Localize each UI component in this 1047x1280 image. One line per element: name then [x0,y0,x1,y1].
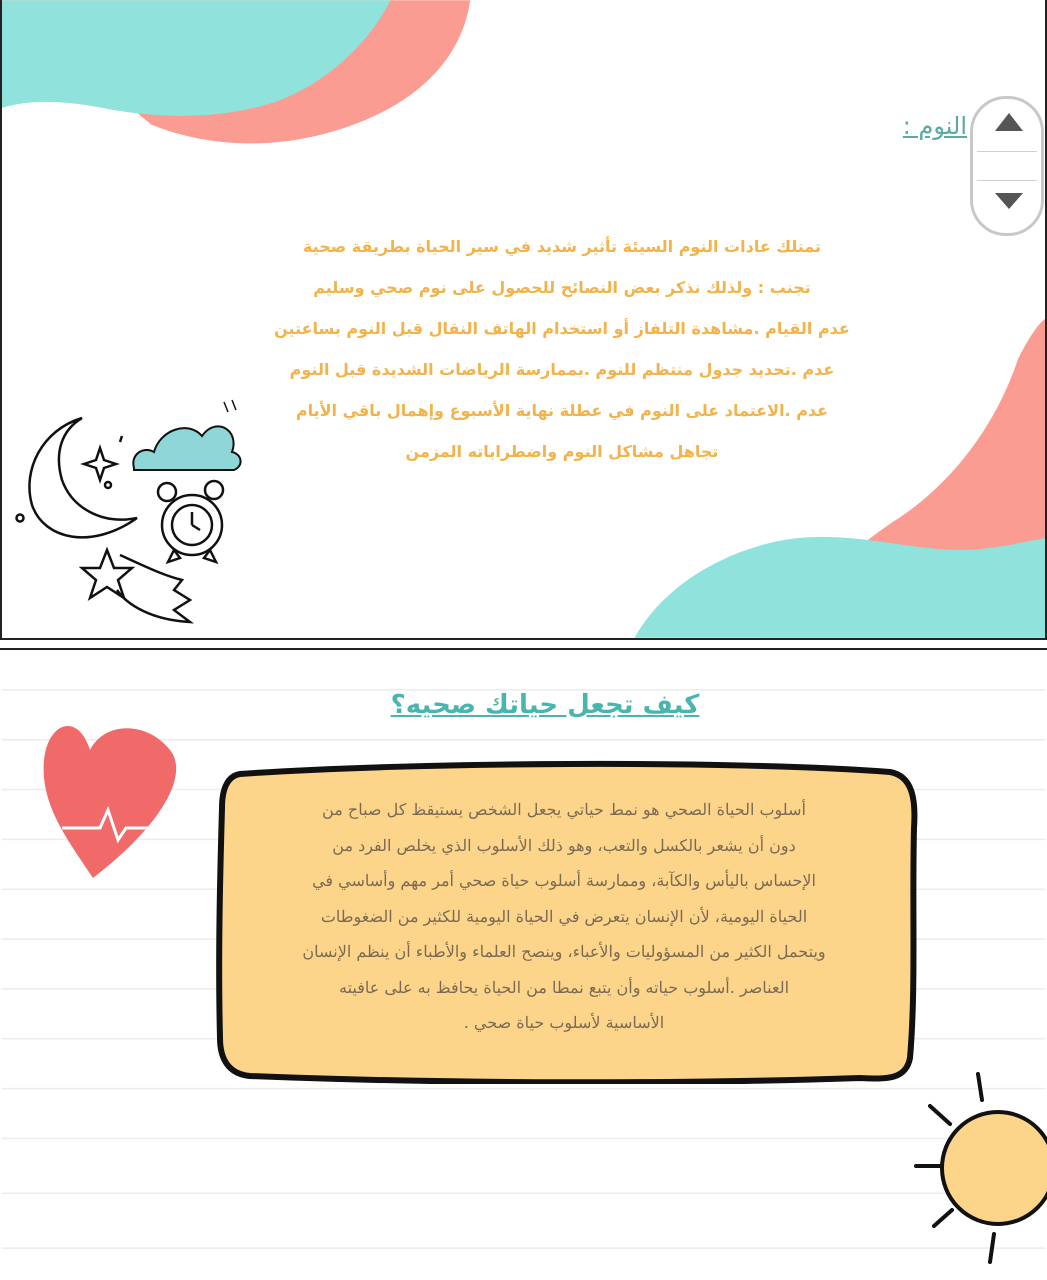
scroll-down-icon[interactable] [995,193,1023,209]
paragraph-line: تجنب : ولذلك نذكر بعض النصائح للحصول على نوم صحي وسليم [313,278,811,297]
bottom-teal-wave [635,537,1045,638]
sun-icon [910,1068,1047,1268]
slide2-paragraph [244,792,884,1041]
paragraph-line: ويتحمل الكثير من المسؤوليات والأعباء، وينصح العلماء والأطباء أن ينظم الإنسان [302,942,826,961]
slide1-paragraph [232,226,892,472]
slide1-title: النوم : [902,112,967,140]
scroll-up-icon[interactable] [995,113,1023,131]
paragraph-line: تمتلك عادات النوم السيئة تأثير شديد في سير الحياة بطريقة صحية [302,237,822,256]
slide-healthy-life [0,648,1047,1280]
paragraph-line: دون أن يشعر بالكسل والتعب، وهو ذلك الأسلوب الذي يخلص الفرد من [332,835,796,855]
night-doodles [2,390,252,630]
alarm-clock-icon [158,481,223,562]
paragraph-line: الأساسية لأسلوب حياة صحي . [463,1013,665,1032]
paragraph-line: عدم .تحديد جدول منتظم للنوم .بممارسة الرياضات الشديدة قبل النوم [289,360,835,379]
paragraph-line: الحياة اليومية، لأن الإنسان يتعرض في الحياة اليومية للكثير من الضغوطات [320,906,808,926]
paragraph-line: تجاهل مشاكل النوم واضطراباته المزمن [405,442,719,461]
slide2-title: كيف تجعل حياتك صحيه؟ [390,690,700,720]
cloud-icon [133,400,240,470]
paragraph-line: عدم القيام .مشاهدة التلفاز أو استخدام الهاتف النقال قبل النوم بساعتين [274,319,850,338]
paragraph-line: العناصر .أسلوب حياته وأن يتبع نمطا من الحياة يحافظ به على عافيته [338,977,790,997]
scroll-track[interactable] [977,151,1037,181]
paragraph-line: أسلوب الحياة الصحي هو نمط حياتي يجعل الشخص يستيقظ كل صباح من [322,800,806,819]
heart-icon [38,710,183,885]
scroll-widget[interactable] [970,96,1044,236]
paragraph-line: الإحساس باليأس والكآبة، وممارسة أسلوب حياة صحي أمر مهم وأساسي في [312,871,816,890]
paragraph-line: عدم .الاعتماد على النوم في عطلة نهاية الأسبوع وإهمال باقي الأيام [295,401,829,420]
